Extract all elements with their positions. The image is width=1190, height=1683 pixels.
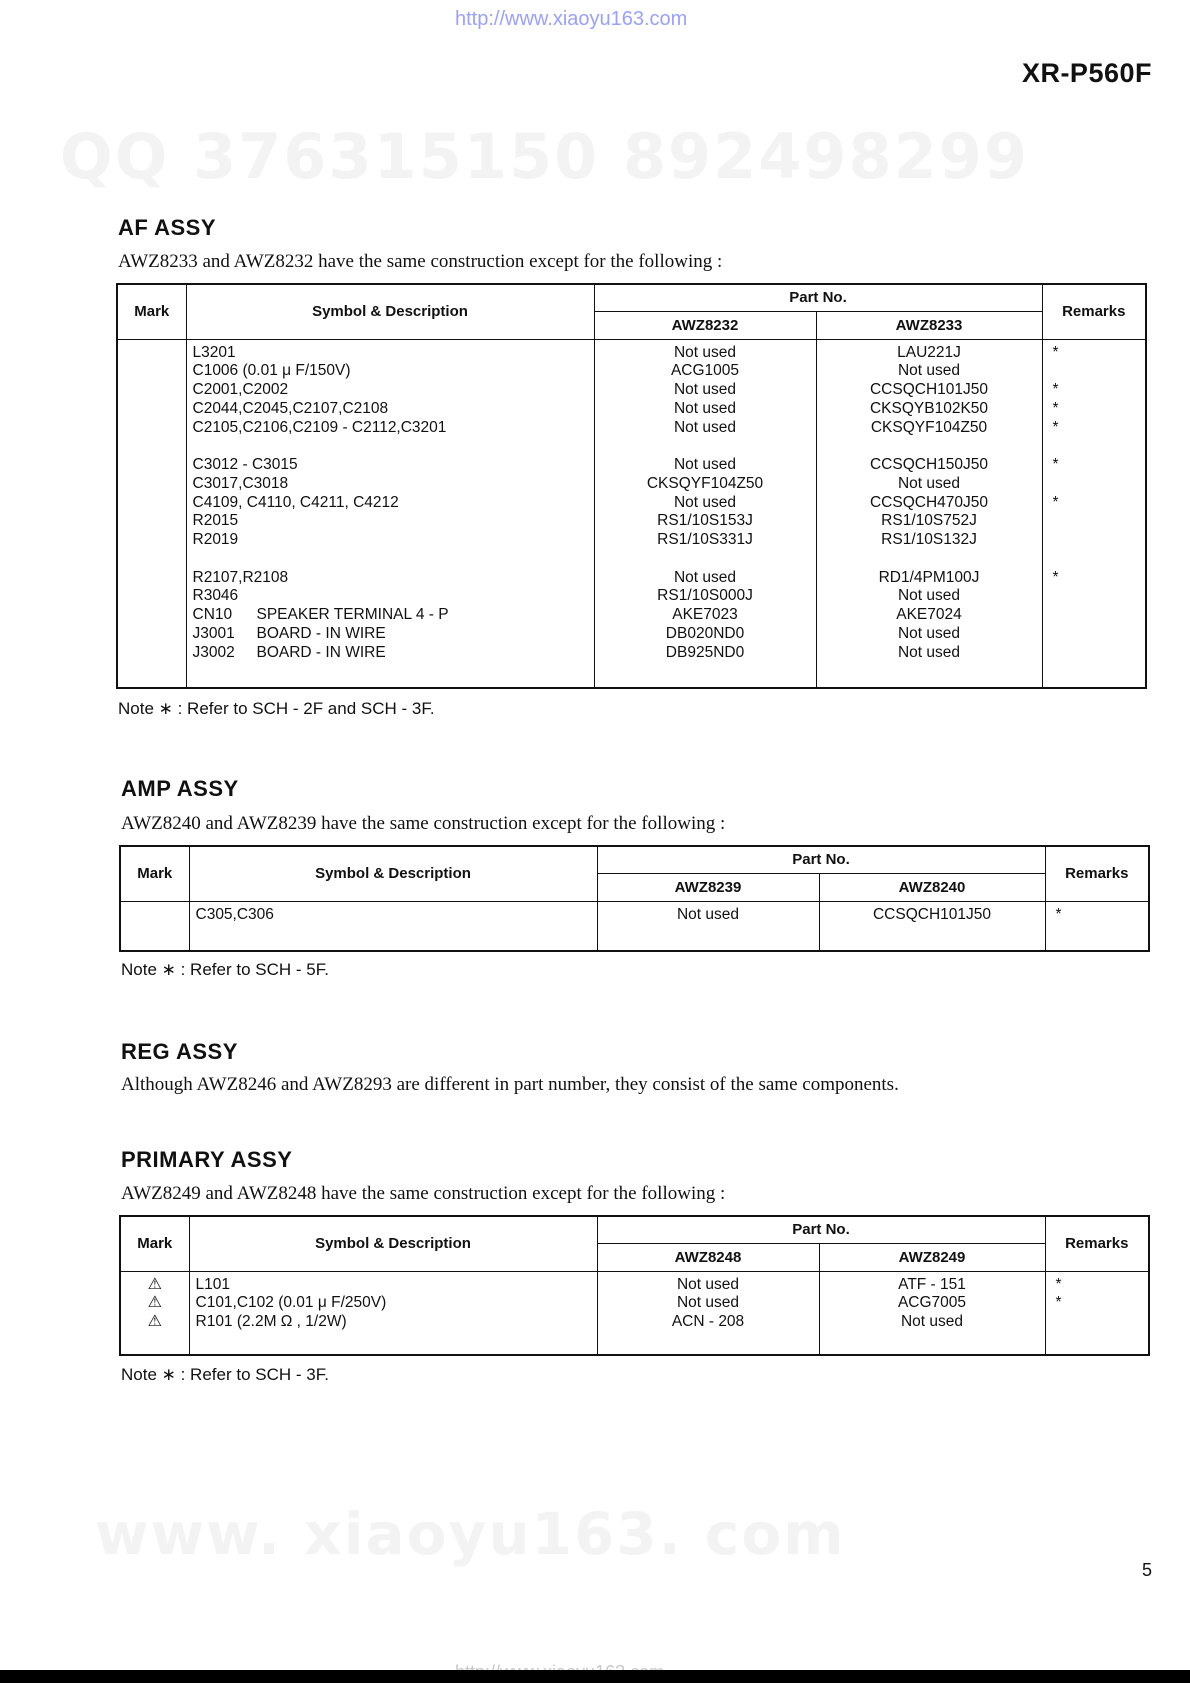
remark-star xyxy=(1053,362,1146,381)
mark-header: Mark xyxy=(120,1216,189,1271)
mark-header: Mark xyxy=(120,846,189,901)
reg-assy-title: REG ASSY xyxy=(121,1039,238,1064)
part-col-1-header: AWZ8248 xyxy=(597,1243,819,1271)
af-assy-title: AF ASSY xyxy=(118,215,217,240)
part-number: CKSQYF104Z50 xyxy=(870,418,988,436)
part-number: Not used xyxy=(897,624,961,642)
bottom-border xyxy=(0,1670,1190,1683)
symbol-code: J3002 xyxy=(192,643,235,661)
symbol-header: Symbol & Description xyxy=(186,284,594,339)
part-number: Not used xyxy=(676,1294,740,1312)
symbol-description: BOARD - IN WIRE xyxy=(256,624,386,642)
table-row-symbol: R2015 xyxy=(192,512,239,530)
header-url[interactable]: http://www.xiaoyu163.com xyxy=(455,8,688,30)
symbol-header: Symbol & Description xyxy=(189,846,597,901)
part-number: CCSQCH101J50 xyxy=(869,381,989,398)
table-row-symbol: C3017,C3018 xyxy=(192,474,289,492)
remark-star: * xyxy=(1052,456,1059,473)
part-number: RS1/10S132J xyxy=(881,531,977,548)
part-number: CCSQCH150J50 xyxy=(869,456,989,473)
part-number: Not used xyxy=(897,362,961,380)
symbol-header: Symbol & Description xyxy=(189,1216,597,1271)
part-number: Not used xyxy=(897,643,961,661)
part-no-header: Part No. xyxy=(597,846,1045,873)
primary-assy-table xyxy=(119,1215,1150,1356)
remark-star: * xyxy=(1052,568,1059,586)
remarks-column xyxy=(1045,901,1149,951)
part-col-2 xyxy=(816,339,1042,688)
remark-star xyxy=(1053,606,1146,625)
part-number: Not used xyxy=(897,474,961,492)
part-number: Not used xyxy=(673,493,737,511)
part-number: AKE7023 xyxy=(672,606,738,623)
remark-star: * xyxy=(1052,493,1059,511)
table-row-symbol: L3201 xyxy=(192,343,236,361)
part-number: RS1/10S752J xyxy=(881,512,977,530)
af-assy-note: Note ∗ : Refer to SCH - 2F and SCH - 3F. xyxy=(118,699,435,718)
part-number: Not used xyxy=(673,456,737,473)
amp-assy-title: AMP ASSY xyxy=(121,776,239,801)
remark-star xyxy=(1053,587,1146,606)
part-number: CKSQYF104Z50 xyxy=(646,474,764,492)
symbol-column xyxy=(189,901,597,951)
symbol-code: J3001 xyxy=(192,624,235,642)
part-number: ACG1005 xyxy=(670,362,740,380)
remarks-header: Remarks xyxy=(1042,284,1146,339)
part-number: DB020ND0 xyxy=(665,624,745,642)
part-number: ATF - 151 xyxy=(898,1275,966,1293)
part-number: Not used xyxy=(673,343,737,361)
part-number: CCSQCH101J50 xyxy=(872,905,992,923)
part-number: RS1/10S153J xyxy=(657,512,753,530)
af-assy-table xyxy=(116,283,1147,689)
part-col-1 xyxy=(594,339,816,688)
part-number: Not used xyxy=(676,905,740,923)
part-col-1-header: AWZ8239 xyxy=(597,873,819,901)
part-col-2 xyxy=(819,1271,1045,1355)
table-row-symbol: C1006 (0.01 μ F/150V) xyxy=(192,362,351,380)
part-number: RS1/10S331J xyxy=(657,531,753,548)
remark-star xyxy=(1053,531,1146,550)
remark-star: * xyxy=(1052,343,1059,361)
part-number: CKSQYB102K50 xyxy=(869,399,989,417)
table-row-symbol: C2105,C2106,C2109 - C2112,C3201 xyxy=(192,418,447,436)
warning-triangle-icon: ⚠ xyxy=(147,1313,162,1330)
table-row-symbol: R101 (2.2M Ω , 1/2W) xyxy=(195,1313,347,1330)
table-row-symbol xyxy=(193,644,594,663)
part-col-1-header: AWZ8232 xyxy=(594,311,816,339)
remarks-column xyxy=(1045,1271,1149,1355)
part-number: RD1/4PM100J xyxy=(878,568,980,586)
table-row-symbol: C4109, C4110, C4211, C4212 xyxy=(192,493,399,511)
mark-header: Mark xyxy=(117,284,186,339)
warning-triangle-icon: ⚠ xyxy=(147,1275,162,1293)
model-number: XR-P560F xyxy=(1021,58,1152,88)
remark-star: * xyxy=(1052,399,1059,417)
part-col-2 xyxy=(819,901,1045,951)
table-row-symbol: L101 xyxy=(195,1275,230,1293)
part-number: Not used xyxy=(673,399,737,417)
primary-assy-intro: AWZ8249 and AWZ8248 have the same construction except for the following : xyxy=(121,1183,726,1204)
part-number: ACG7005 xyxy=(897,1294,967,1312)
part-number: Not used xyxy=(900,1313,964,1330)
mark-cell xyxy=(117,339,186,688)
reg-assy-intro: Although AWZ8246 and AWZ8293 are different in part number, they consist of the same components. xyxy=(121,1074,899,1095)
watermark-site: www. xiaoyu163. com xyxy=(95,1500,846,1568)
part-no-header: Part No. xyxy=(597,1216,1045,1243)
table-row-symbol: C2044,C2045,C2107,C2108 xyxy=(192,399,389,417)
part-number: Not used xyxy=(673,418,737,436)
remark-star xyxy=(1053,644,1146,663)
remark-star xyxy=(1053,475,1146,494)
remark-star xyxy=(1053,625,1146,644)
table-row-symbol: R2107,R2108 xyxy=(192,568,289,586)
part-number: AKE7024 xyxy=(896,606,962,623)
part-number: DB925ND0 xyxy=(665,643,745,661)
part-number: Not used xyxy=(676,1275,740,1293)
remarks-header: Remarks xyxy=(1045,846,1149,901)
amp-assy-intro: AWZ8240 and AWZ8239 have the same construction except for the following : xyxy=(121,813,726,834)
primary-assy-note: Note ∗ : Refer to SCH - 3F. xyxy=(121,1365,329,1384)
amp-assy-table xyxy=(119,845,1150,952)
table-row-symbol: C305,C306 xyxy=(195,905,274,923)
part-number: RS1/10S000J xyxy=(657,587,753,605)
part-number: LAU221J xyxy=(897,343,961,361)
part-col-1 xyxy=(597,901,819,951)
table-row-symbol xyxy=(193,606,594,625)
amp-assy-note: Note ∗ : Refer to SCH - 5F. xyxy=(121,960,329,979)
mark-column xyxy=(120,1271,189,1355)
symbol-column xyxy=(189,1271,597,1355)
primary-assy-title: PRIMARY ASSY xyxy=(121,1147,293,1172)
symbol-column xyxy=(186,339,594,688)
mark-cell xyxy=(120,901,189,951)
part-col-2-header: AWZ8249 xyxy=(819,1243,1045,1271)
part-number: CCSQCH470J50 xyxy=(869,493,989,511)
remark-star xyxy=(1056,1313,1149,1332)
symbol-description: SPEAKER TERMINAL 4 - P xyxy=(256,606,449,623)
part-col-2-header: AWZ8240 xyxy=(819,873,1045,901)
symbol-code: CN10 xyxy=(192,606,233,623)
table-row-symbol: C2001,C2002 xyxy=(192,381,289,398)
table-row-symbol xyxy=(193,625,594,644)
af-assy-intro: AWZ8233 and AWZ8232 have the same construction except for the following : xyxy=(118,251,723,272)
warning-triangle-icon: ⚠ xyxy=(147,1294,162,1312)
remarks-header: Remarks xyxy=(1045,1216,1149,1271)
table-row-symbol: C101,C102 (0.01 μ F/250V) xyxy=(195,1294,387,1312)
part-number: Not used xyxy=(897,587,961,605)
remark-star: * xyxy=(1052,381,1059,398)
watermark-qq: QQ 376315150 892498299 xyxy=(60,120,1030,193)
table-row-symbol: R2019 xyxy=(192,531,239,548)
remark-star: * xyxy=(1055,905,1062,923)
part-number: Not used xyxy=(673,381,737,398)
table-row-symbol: R3046 xyxy=(192,587,239,605)
page-number: 5 xyxy=(1141,1560,1152,1580)
remark-star: * xyxy=(1055,1294,1062,1312)
symbol-description: BOARD - IN WIRE xyxy=(256,643,386,661)
remark-star xyxy=(1053,512,1146,531)
part-number: Not used xyxy=(673,568,737,586)
part-col-1 xyxy=(597,1271,819,1355)
remarks-column xyxy=(1042,339,1146,688)
part-number: ACN - 208 xyxy=(671,1313,745,1330)
part-no-header: Part No. xyxy=(594,284,1042,311)
table-row-symbol: C3012 - C3015 xyxy=(192,456,298,473)
remark-star: * xyxy=(1055,1275,1062,1293)
part-col-2-header: AWZ8233 xyxy=(816,311,1042,339)
remark-star: * xyxy=(1052,418,1059,436)
